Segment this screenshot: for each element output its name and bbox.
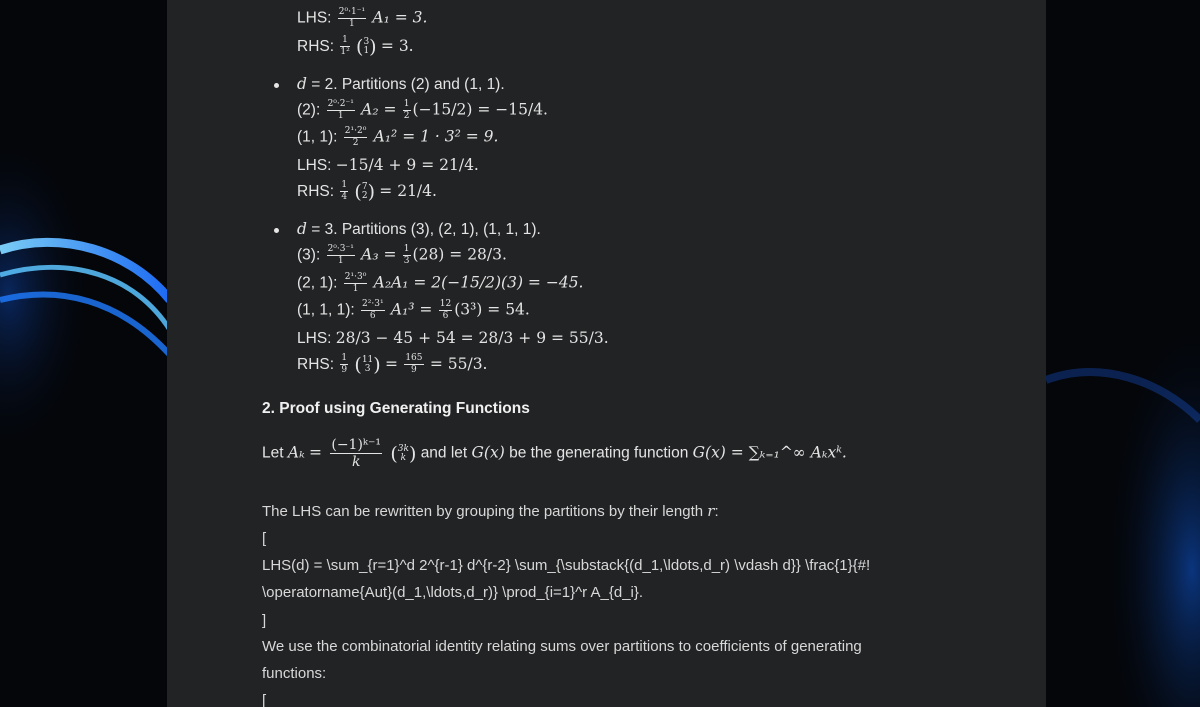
d2-partition-2: (2): $\frac{\text{2⁰·2⁻¹}}{1}$ A₂ = $\frac{1}{2}$ (−15/2) = −15/4. (297, 99, 548, 121)
bullet (274, 228, 279, 233)
paragraph-identity-1: We use the combinatorial identity relating sums over partitions to coefficients of generating (262, 638, 862, 655)
paragraph-identity-2: functions: (262, 665, 327, 682)
latex-line-1: LHS(d) = \sum_{r=1}^d 2^{r-1} d^{r-2} \sum_{\substack{(d_1,\ldots,d_r) \vdash d}} \frac{1}{#! (262, 557, 871, 574)
section-heading: 2. Proof using Generating Functions (262, 400, 530, 417)
d3-partition-3: (3): $\frac{\text{2⁰·3⁻¹}}{1}$ A₃ = $\frac{1}{3}$ (28) = 28/3. (297, 244, 507, 266)
latex-close-bracket: ] (262, 612, 267, 629)
latex-open-bracket-2: [ (262, 692, 267, 707)
d2-rhs-line: RHS: $\frac{1}{4}$ ( 7 2 ) = 21/4. (297, 180, 437, 203)
d3-partition-1-1-1: (1, 1, 1): $\frac{\text{2²·3¹}}{6}$ A₁³ = $\frac{12}{6}$ (3³) = 54. (297, 299, 530, 321)
d1-lhs-line: LHS: $\frac{\text{2⁰·1⁻¹}}{1}$ A₁ = 3. (297, 7, 428, 29)
d1-rhs-line: RHS: $\frac{1}{\text{1²}}$ ( 3 1 ) = 3. (297, 35, 414, 58)
latex-open-bracket: [ (262, 530, 267, 547)
bullet (274, 83, 279, 88)
d2-lhs-line: LHS: −15/4 + 9 = 21/4. (297, 156, 479, 174)
d2-heading: d = 2. Partitions (2) and (1, 1). (297, 75, 505, 93)
ak-definition: Let Aₖ = $\frac{\text{(−1)ᵏ⁻¹}}{k}$ ( 3k k ) and let G(x) be the generating function G(x) = ∑ₖ₌₁^∞ Aₖxᵏ. (262, 437, 847, 470)
d3-partition-2-1: (2, 1): $\frac{\text{2¹·3⁰}}{1}$ A₂A₁ = 2(−15/2)(3) = −45. (297, 272, 584, 294)
chat-response-panel (167, 0, 1046, 707)
d3-heading: d = 3. Partitions (3), (2, 1), (1, 1, 1). (297, 220, 541, 238)
paragraph-lhs: The LHS can be rewritten by grouping the partitions by their length r: (262, 502, 719, 520)
d2-partition-1-1: (1, 1): $\frac{\text{2¹·2⁰}}{2}$ A₁² = 1 · 3² = 9. (297, 126, 499, 148)
d3-rhs-line: RHS: $\frac{1}{9}$ ( 11 3 ) = $\frac{165}{9}$ = 55/3. (297, 353, 488, 376)
latex-line-2: \operatorname{Aut}(d_1,\ldots,d_r)} \prod_{i=1}^r A_{d_i}. (262, 584, 644, 601)
d3-lhs-line: LHS: 28/3 − 45 + 54 = 28/3 + 9 = 55/3. (297, 329, 609, 347)
